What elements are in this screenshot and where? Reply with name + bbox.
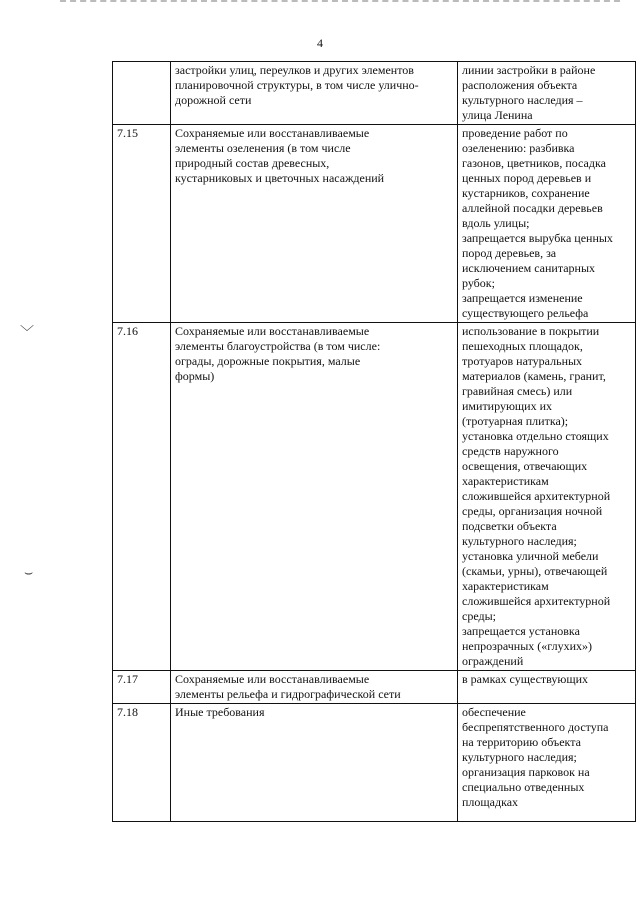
requirement-text-line: рубок;	[462, 276, 495, 290]
requirement-text-line: линии застройки в районе	[462, 63, 596, 77]
requirement-text-line: площадках	[462, 795, 519, 809]
requirements-cell	[458, 125, 636, 323]
requirements-table	[112, 61, 636, 822]
requirement-text-line: культурного наследия –	[462, 93, 583, 107]
requirement-text-line: средств наружного	[462, 444, 559, 458]
requirement-text-line: подсветки объекта	[462, 519, 557, 533]
object-text-line: планировочной структуры, в том числе улично-	[175, 78, 419, 92]
requirement-text-line: (скамьи, урны), отвечающей	[462, 564, 608, 578]
requirement-text-line: в рамках существующих	[462, 672, 589, 686]
item-number	[113, 62, 171, 125]
object-text-line: Сохраняемые или восстанавливаемые	[175, 324, 370, 338]
requirement-text-line: установка отдельно стоящих	[462, 429, 609, 443]
object-text-line: кустарниковых и цветочных насаждений	[175, 171, 385, 185]
protected-object-cell	[171, 62, 458, 125]
protected-object-cell	[171, 125, 458, 323]
protected-object-cell	[171, 704, 458, 822]
object-text-line: природный состав древесных,	[175, 156, 330, 170]
table-row	[113, 671, 636, 704]
object-text-line: элементы рельефа и гидрографической сети	[175, 687, 401, 701]
requirement-text-line: пород деревьев, за	[462, 246, 557, 260]
requirement-text-line: расположения объекта	[462, 78, 578, 92]
object-text-line: элементы благоустройства (в том числе:	[175, 339, 381, 353]
requirement-text-line: установка уличной мебели	[462, 549, 599, 563]
requirement-text-line: запрещается вырубка ценных	[462, 231, 613, 245]
scan-top-edge	[60, 0, 620, 5]
requirement-text-line: специально отведенных	[462, 780, 585, 794]
table-row	[113, 62, 636, 125]
requirement-text-line: на территорию объекта	[462, 735, 581, 749]
requirement-text-line: вдоль улицы;	[462, 216, 530, 230]
item-number: 7.15	[113, 125, 171, 323]
requirement-text-line: материалов (камень, гранит,	[462, 369, 606, 383]
requirement-text-line: кустарников, сохранение	[462, 186, 590, 200]
table-row	[113, 125, 636, 323]
item-number: 7.18	[113, 704, 171, 822]
requirements-cell	[458, 62, 636, 125]
requirement-text-line: запрещается установка	[462, 624, 580, 638]
requirement-text-line: тротуаров натуральных	[462, 354, 583, 368]
object-text-line: элементы озеленения (в том числе	[175, 141, 351, 155]
requirement-text-line: непрозрачных («глухих»)	[462, 639, 592, 653]
requirement-text-line: среды;	[462, 609, 496, 623]
requirement-text-line: культурного наследия;	[462, 534, 577, 548]
requirement-text-line: культурного наследия;	[462, 750, 577, 764]
page-number: 4	[317, 36, 323, 50]
requirement-text-line: пешеходных площадок,	[462, 339, 583, 353]
table-row	[113, 704, 636, 822]
protected-object-cell	[171, 323, 458, 671]
object-text-line: дорожной сети	[175, 93, 252, 107]
scan-margin-mark: ﹀	[20, 326, 34, 341]
requirement-text-line: (тротуарная плитка);	[462, 414, 569, 428]
requirement-text-line: исключением санитарных	[462, 261, 596, 275]
requirement-text-line: существующего рельефа	[462, 306, 589, 320]
requirement-text-line: озеленению: разбивка	[462, 141, 575, 155]
requirement-text-line: характеристикам	[462, 579, 549, 593]
requirements-cell	[458, 671, 636, 704]
item-number: 7.16	[113, 323, 171, 671]
requirement-text-line: газонов, цветников, посадка	[462, 156, 606, 170]
object-text-line: ограды, дорожные покрытия, малые	[175, 354, 361, 368]
item-number: 7.17	[113, 671, 171, 704]
object-text-line: Сохраняемые или восстанавливаемые	[175, 126, 370, 140]
requirements-cell	[458, 323, 636, 671]
requirements-cell	[458, 704, 636, 822]
scan-margin-mark: ⌣	[24, 566, 34, 581]
requirement-text-line: ограждений	[462, 654, 524, 668]
table-row	[113, 323, 636, 671]
requirement-text-line: сложившейся архитектурной	[462, 489, 611, 503]
object-text-line: формы)	[175, 369, 215, 383]
requirement-text-line: беспрепятственного доступа	[462, 720, 609, 734]
requirement-text-line: аллейной посадки деревьев	[462, 201, 603, 215]
object-text-line: Иные требования	[175, 705, 265, 719]
requirement-text-line: использование в покрытии	[462, 324, 600, 338]
requirement-text-line: улица Ленина	[462, 108, 533, 122]
requirement-text-line: имитирующих их	[462, 399, 552, 413]
requirement-text-line: организация парковок на	[462, 765, 590, 779]
requirement-text-line: обеспечение	[462, 705, 526, 719]
object-text-line: застройки улиц, переулков и других элементов	[175, 63, 414, 77]
requirement-text-line: сложившейся архитектурной	[462, 594, 611, 608]
requirement-text-line: запрещается изменение	[462, 291, 583, 305]
requirement-text-line: ценных пород деревьев и	[462, 171, 592, 185]
requirement-text-line: проведение работ по	[462, 126, 568, 140]
requirement-text-line: гравийная смесь) или	[462, 384, 573, 398]
object-text-line: Сохраняемые или восстанавливаемые	[175, 672, 370, 686]
requirement-text-line: среды, организация ночной	[462, 504, 603, 518]
protected-object-cell	[171, 671, 458, 704]
requirement-text-line: характеристикам	[462, 474, 549, 488]
requirement-text-line: освещения, отвечающих	[462, 459, 588, 473]
